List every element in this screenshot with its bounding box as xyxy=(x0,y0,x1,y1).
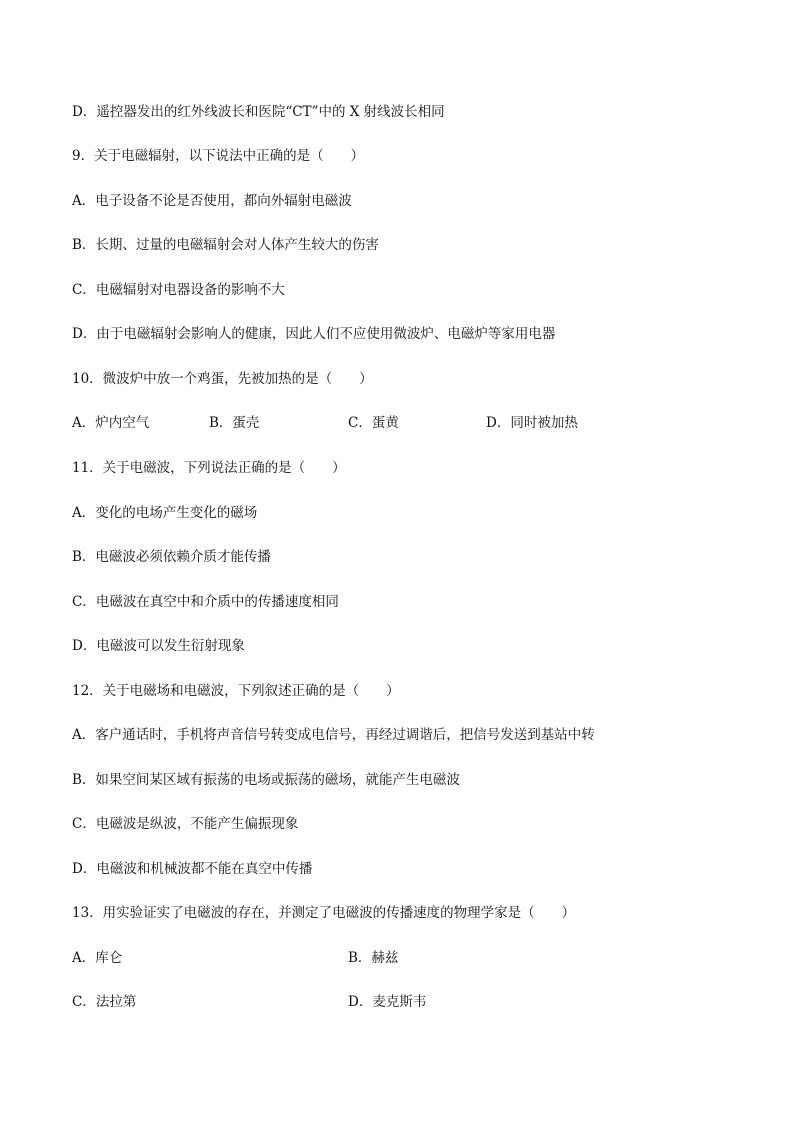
q12-option-d: D．电磁波和机械波都不能在真空中传播 xyxy=(72,861,313,877)
q9-stem: 9．关于电磁辐射，以下说法中正确的是（ ） xyxy=(72,148,365,164)
q13-option-d: D．麦克斯韦 xyxy=(348,994,427,1010)
q11-stem: 11．关于电磁波，下列说法正确的是（ ） xyxy=(72,460,346,476)
q13-stem: 13．用实验证实了电磁波的存在，并测定了电磁波的传播速度的物理学家是（ ） xyxy=(72,905,576,921)
q8-option-d: D．遥控器发出的红外线波长和医院“CT”中的 X 射线波长相同 xyxy=(72,104,445,120)
q13-option-a: A．库仑 xyxy=(72,950,123,966)
q12-option-c: C．电磁波是纵波，不能产生偏振现象 xyxy=(72,816,299,832)
q11-option-d: D．电磁波可以发生衍射现象 xyxy=(72,638,245,654)
q9-option-a: A．电子设备不论是否使用，都向外辐射电磁波 xyxy=(72,193,352,209)
q11-option-c: C．电磁波在真空中和介质中的传播速度相同 xyxy=(72,594,339,610)
q12-stem: 12．关于电磁场和电磁波，下列叙述正确的是（ ） xyxy=(72,683,400,699)
q9-option-b: B．长期、过量的电磁辐射会对人体产生较大的伤害 xyxy=(72,237,379,253)
q11-option-a: A．变化的电场产生变化的磁场 xyxy=(72,505,258,521)
q12-option-a: A．客户通话时，手机将声音信号转变成电信号，再经过调谐后，把信号发送到基站中转 xyxy=(72,727,595,743)
q10-option-c: C．蛋黄 xyxy=(348,415,399,431)
q11-option-b: B．电磁波必须依赖介质才能传播 xyxy=(72,549,271,565)
q10-option-a: A．炉内空气 xyxy=(72,415,150,431)
q12-option-b: B．如果空间某区域有振荡的电场或振荡的磁场，就能产生电磁波 xyxy=(72,772,460,788)
q10-option-b: B．蛋壳 xyxy=(209,415,260,431)
q13-option-c: C．法拉第 xyxy=(72,994,137,1010)
q10-option-d: D．同时被加热 xyxy=(486,415,578,431)
q13-option-b: B．赫兹 xyxy=(348,950,399,966)
q9-option-c: C．电磁辐射对电器设备的影响不大 xyxy=(72,282,285,298)
q9-option-d: D．由于电磁辐射会影响人的健康，因此人们不应使用微波炉、电磁炉等家用电器 xyxy=(72,326,556,342)
q10-stem: 10．微波炉中放一个鸡蛋，先被加热的是（ ） xyxy=(72,371,373,387)
